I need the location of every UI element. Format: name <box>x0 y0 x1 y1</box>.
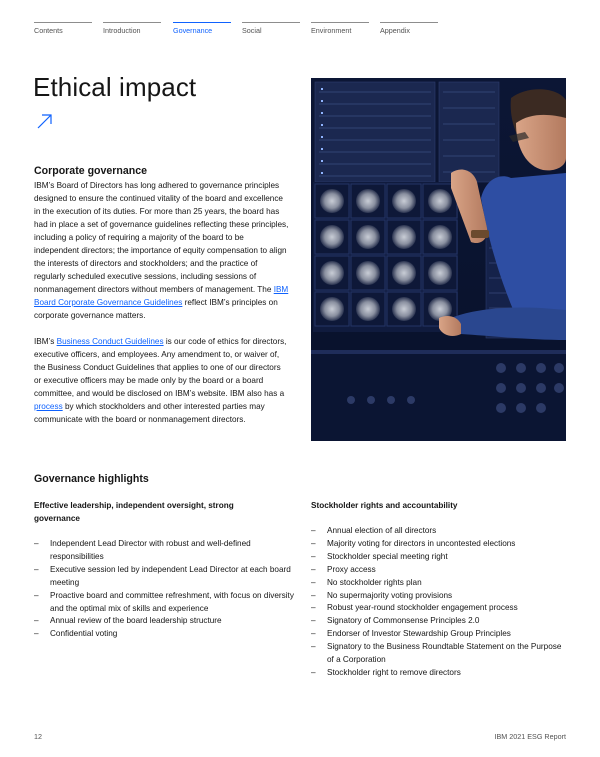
leadership-heading: Effective leadership, independent oversight, strong governance <box>34 501 234 523</box>
list-item: – Confidential voting <box>34 628 294 641</box>
nav-label: Governance <box>173 26 213 35</box>
leadership-list <box>34 538 294 641</box>
report-name: IBM 2021 ESG Report <box>494 732 566 741</box>
stockholder-rights-list <box>311 525 567 680</box>
section-heading: Corporate governance <box>34 165 148 177</box>
highlights-heading: Governance highlights <box>34 473 149 485</box>
list-item: – Stockholder special meeting right <box>311 551 567 564</box>
list-item: – Robust year-round stockholder engagement process <box>311 602 567 615</box>
list-item: – Stockholder right to remove directors <box>311 667 567 680</box>
nav-item-contents[interactable] <box>34 22 92 35</box>
business-conduct-guidelines-link[interactable]: Business Conduct Guidelines <box>56 337 164 346</box>
nav-label: Introduction <box>103 26 141 35</box>
list-item: – Proactive board and committee refreshment, with focus on diversity and the optimal mix of skills and experience <box>34 590 294 616</box>
list-item: – Executive session led by independent Lead Director at each board meeting <box>34 564 294 590</box>
list-item: – Proxy access <box>311 564 567 577</box>
list-item: – Signatory of Commonsense Principles 2.0 <box>311 615 567 628</box>
paragraph-text: IBM’s <box>34 337 57 346</box>
nav-item-governance[interactable] <box>173 22 231 35</box>
page-number: 12 <box>34 732 42 741</box>
governance-paragraph-2 <box>34 335 290 426</box>
list-item: – Endorser of Investor Stewardship Group Principles <box>311 628 567 641</box>
nav-item-environment[interactable] <box>311 22 369 35</box>
process-link[interactable]: process <box>34 402 63 411</box>
list-item: – Annual election of all directors <box>311 525 567 538</box>
nav-label: Social <box>242 26 262 35</box>
corporate-governance-section <box>34 165 290 426</box>
list-item: – Independent Lead Director with robust and well-defined responsibilities <box>34 538 294 564</box>
nav-item-appendix[interactable] <box>380 22 438 35</box>
paragraph-text: is our code of ethics for directors, executive officers, and employees. Any amendment to, or waiver of, the Business Conduct Guidelines that applies to one of our directors or executive officers may be made only by the board or a board committee, and would be disclosed on IBM’s website. IBM also has a <box>34 337 287 398</box>
list-item: – No supermajority voting provisions <box>311 590 567 603</box>
stockholder-rights-heading: Stockholder rights and accountability <box>311 501 458 510</box>
governance-guidelines-link[interactable]: IBM Board Corporate Governance Guidelines <box>34 285 289 307</box>
governance-paragraph-1 <box>34 179 290 322</box>
server-technician-photo <box>311 78 566 441</box>
nav-item-social[interactable] <box>242 22 300 35</box>
nav-item-introduction[interactable] <box>103 22 161 35</box>
paragraph-text: by which stockholders and other interested parties may communicate with the board or nonmanagement directors. <box>34 402 265 424</box>
page-title: Ethical impact <box>33 72 197 102</box>
list-item: – No stockholder rights plan <box>311 577 567 590</box>
nav-label: Appendix <box>380 26 410 35</box>
list-item: – Annual review of the board leadership structure <box>34 615 294 628</box>
paragraph-text: IBM’s Board of Directors has long adhered to governance principles designed to ensure the continued vitality of the board and excellence in the execution of its duties. For more than 25 years, the board has had in place a set of governance guidelines reflecting these principles, including a policy of requiring a majority of the board to be independent directors; the importance of equity compensation to align the interests of directors and stockholders; and the practice of regularly scheduled executive sessions, including sessions of nonmanagement directors without members of management. The <box>34 181 289 294</box>
nav-label: Contents <box>34 26 63 35</box>
section-nav <box>34 22 567 40</box>
server-rack-illustration <box>311 78 566 441</box>
list-item: – Signatory to the Business Roundtable Statement on the Purpose of a Corporation <box>311 641 567 667</box>
paragraph-text: reflect IBM’s principles on corporate governance matters. <box>34 298 278 320</box>
nav-label: Environment <box>311 26 352 35</box>
arrow-up-right-icon <box>36 112 54 130</box>
list-item: – Majority voting for directors in uncontested elections <box>311 538 567 551</box>
